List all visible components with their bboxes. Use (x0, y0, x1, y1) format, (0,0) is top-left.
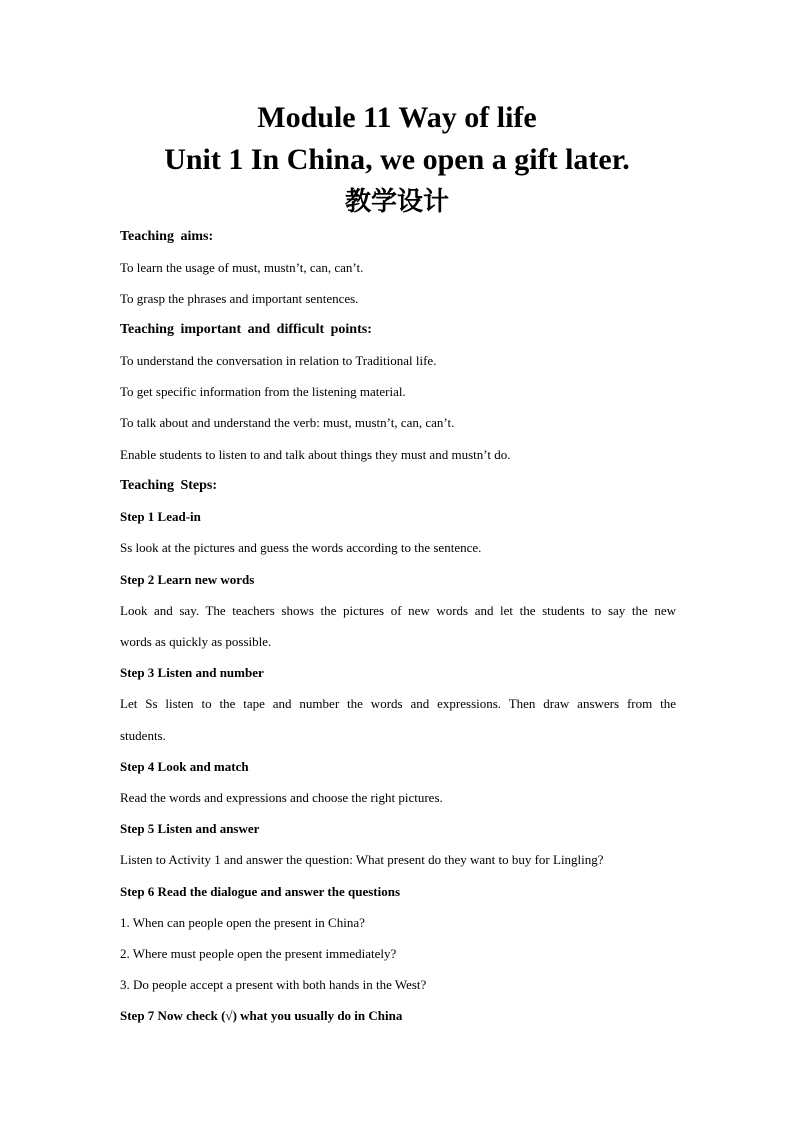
step-title: Step 6 Read the dialogue and answer the questions (120, 884, 401, 899)
step-text: Read the words and expressions and choose the right pictures. (120, 790, 443, 805)
doc-type-title: 教学设计 (344, 187, 449, 217)
aims-item: To learn the usage of must, mustn’t, can, can’t. (120, 260, 364, 275)
step-text: 2. Where must people open the present immediately? (120, 946, 397, 961)
points-item: To get specific information from the listening material. (120, 384, 406, 399)
step-text: Ss look at the pictures and guess the words according to the sentence. (120, 540, 482, 555)
aims-item: To grasp the phrases and important sentences. (120, 291, 359, 306)
step-text: 3. Do people accept a present with both hands in the West? (120, 977, 427, 992)
step-title: Step 3 Listen and number (120, 665, 264, 680)
aims-heading: Teaching aims: (120, 229, 214, 244)
points-heading: Teaching important and difficult points: (120, 322, 372, 337)
step-title: Step 7 Now check (√) what you usually do in China (120, 1008, 403, 1023)
module-title: Module 11 Way of life (257, 101, 537, 134)
unit-title: Unit 1 In China, we open a gift later. (164, 143, 630, 176)
step-title: Step 5 Listen and answer (120, 821, 260, 836)
points-item: To talk about and understand the verb: must, mustn’t, can, can’t. (120, 415, 455, 430)
step-title: Step 4 Look and match (120, 759, 249, 774)
step-text: Let Ss listen to the tape and number the words and expressions. Then draw answers from the (120, 696, 676, 711)
step-text: Look and say. The teachers shows the pictures of new words and let the students to say the new (120, 603, 676, 618)
step-title: Step 2 Learn new words (120, 572, 255, 587)
points-item: To understand the conversation in relation to Traditional life. (120, 353, 437, 368)
steps-heading: Teaching Steps: (120, 478, 218, 493)
points-item: Enable students to listen to and talk about things they must and mustn’t do. (120, 447, 511, 462)
step-title: Step 1 Lead-in (120, 509, 201, 524)
step-text: students. (120, 728, 166, 743)
step-text: 1. When can people open the present in China? (120, 915, 365, 930)
step-text: Listen to Activity 1 and answer the question: What present do they want to buy for Lingling? (120, 852, 604, 867)
step-text: words as quickly as possible. (120, 634, 272, 649)
